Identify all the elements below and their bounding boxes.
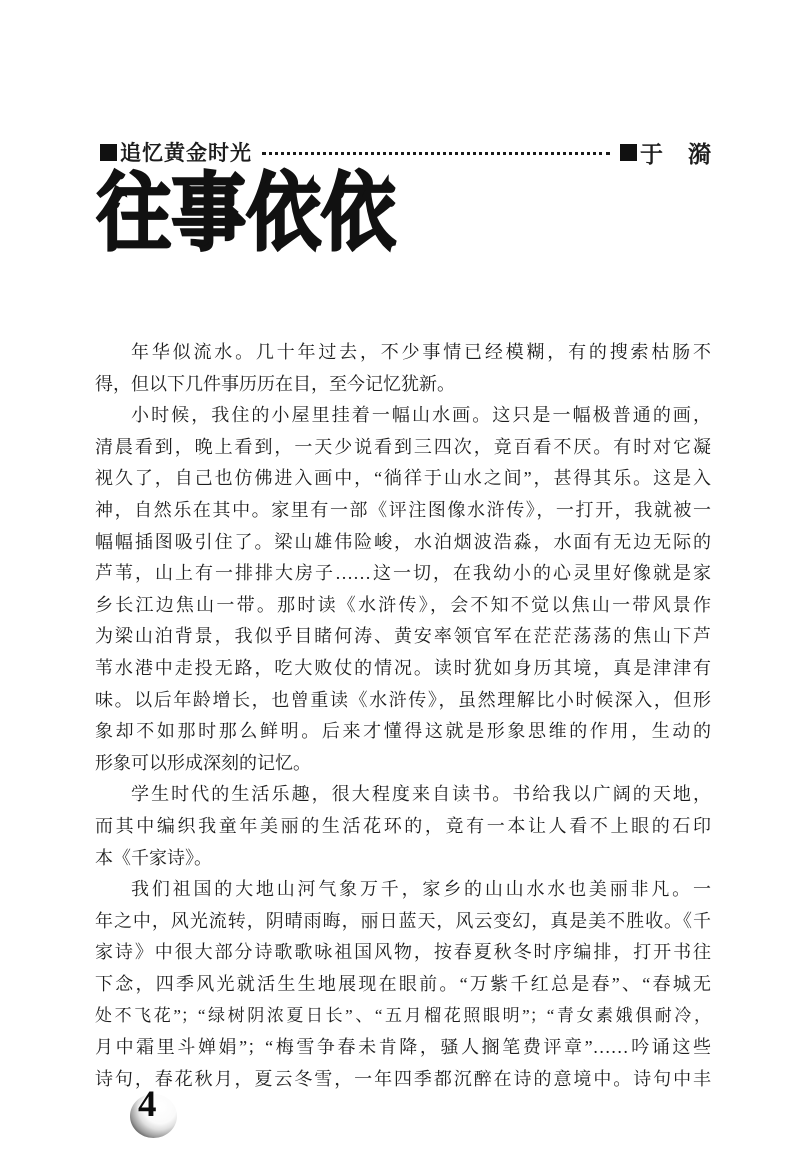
text-line: 乡长江边焦山一带。那时读《水浒传》，会不知不觉以焦山一带风景作 (95, 594, 711, 615)
text-line: 得，但以下几件事历历在目，至今记忆犹新。 (95, 373, 455, 394)
text-line: 形象可以形成深刻的记忆。 (95, 752, 311, 773)
text-line: 幅幅插图吸引住了。梁山雄伟险峻，水泊烟波浩淼，水面有无边无际的 (95, 531, 711, 552)
text-line: 味。以后年龄增长，也曾重读《水浒传》，虽然理解比小时候深入，但形 (95, 689, 711, 710)
dotted-leader (262, 152, 610, 155)
text-line: 芦苇，山上有一排排大房子……这一切，在我幼小的心灵里好像就是家 (95, 563, 711, 584)
text-line: 清晨看到，晚上看到，一天少说看到三四次，竟百看不厌。有时对它凝 (95, 436, 711, 457)
text-line: 小时候，我住的小屋里挂着一幅山水画。这只是一幅极普通的画， (131, 405, 711, 426)
text-line: 苇水港中走投无路，吃大败仗的情况。读时犹如身历其境，真是津津有 (95, 657, 711, 678)
square-bullet-icon (100, 144, 117, 161)
square-bullet-icon (620, 144, 637, 161)
page-header (100, 139, 712, 165)
body-text (95, 337, 711, 1095)
text-line: 学生时代的生活乐趣，很大程度来自读书。书给我以广阔的天地， (131, 784, 711, 805)
text-line: 家诗》中很大部分诗歌歌咏祖国风物，按春夏秋冬时序编排，打开书往 (95, 942, 711, 963)
series-title-label: 追忆黄金时光 (120, 142, 252, 165)
text-line: 神，自然乐在其中。家里有一部《评注图像水浒传》，一打开，我就被一 (95, 499, 711, 520)
text-line: 为梁山泊背景，我似乎目睹何涛、黄安率领官军在茫茫荡荡的焦山下芦 (95, 626, 711, 647)
page-title: 往事依依 (97, 166, 397, 260)
paragraph-4 (95, 874, 711, 1095)
text-line: 本《千家诗》。 (95, 847, 212, 868)
author-name (620, 136, 712, 169)
text-line: 象却不如那时那么鲜明。后来才懂得这就是形象思维的作用，生动的 (95, 721, 711, 742)
text-line: 而其中编织我童年美丽的生活花环的，竟有一本让人看不上眼的石印 (95, 815, 711, 836)
text-line: 年之中，风光流转，阴晴雨晦，丽日蓝天，风云变幻，真是美不胜收。《千 (95, 910, 711, 931)
page-number: 4 (138, 1084, 157, 1125)
paragraph-3 (95, 779, 711, 874)
page-number-ball (128, 1084, 182, 1140)
text-line: 月中霜里斗婵娟”；“梅雪争春未肯降，骚人搁笔费评章”……吟诵这些 (95, 1037, 711, 1058)
paragraph-2 (95, 400, 711, 779)
text-line: 年华似流水。几十年过去，不少事情已经模糊，有的搜索枯肠不 (131, 342, 711, 362)
author-name-label: 于 漪 (640, 141, 712, 167)
paragraph-1 (95, 337, 711, 400)
text-line: 诗句，春花秋月，夏云冬雪，一年四季都沉醉在诗的意境中。诗句中丰 (95, 1068, 711, 1089)
text-line: 处不飞花”；“绿树阴浓夏日长”、“五月榴花照眼明”；“青女素娥俱耐冷， (95, 1006, 711, 1026)
text-line: 视久了，自己也仿佛进入画中，“徜徉于山水之间”，甚得其乐。这是入 (95, 468, 711, 489)
text-line: 我们祖国的大地山河气象万千，家乡的山山水水也美丽非凡。一 (131, 879, 711, 900)
text-line: 下念，四季风光就活生生地展现在眼前。“万紫千红总是春”、“春城无 (95, 973, 711, 994)
